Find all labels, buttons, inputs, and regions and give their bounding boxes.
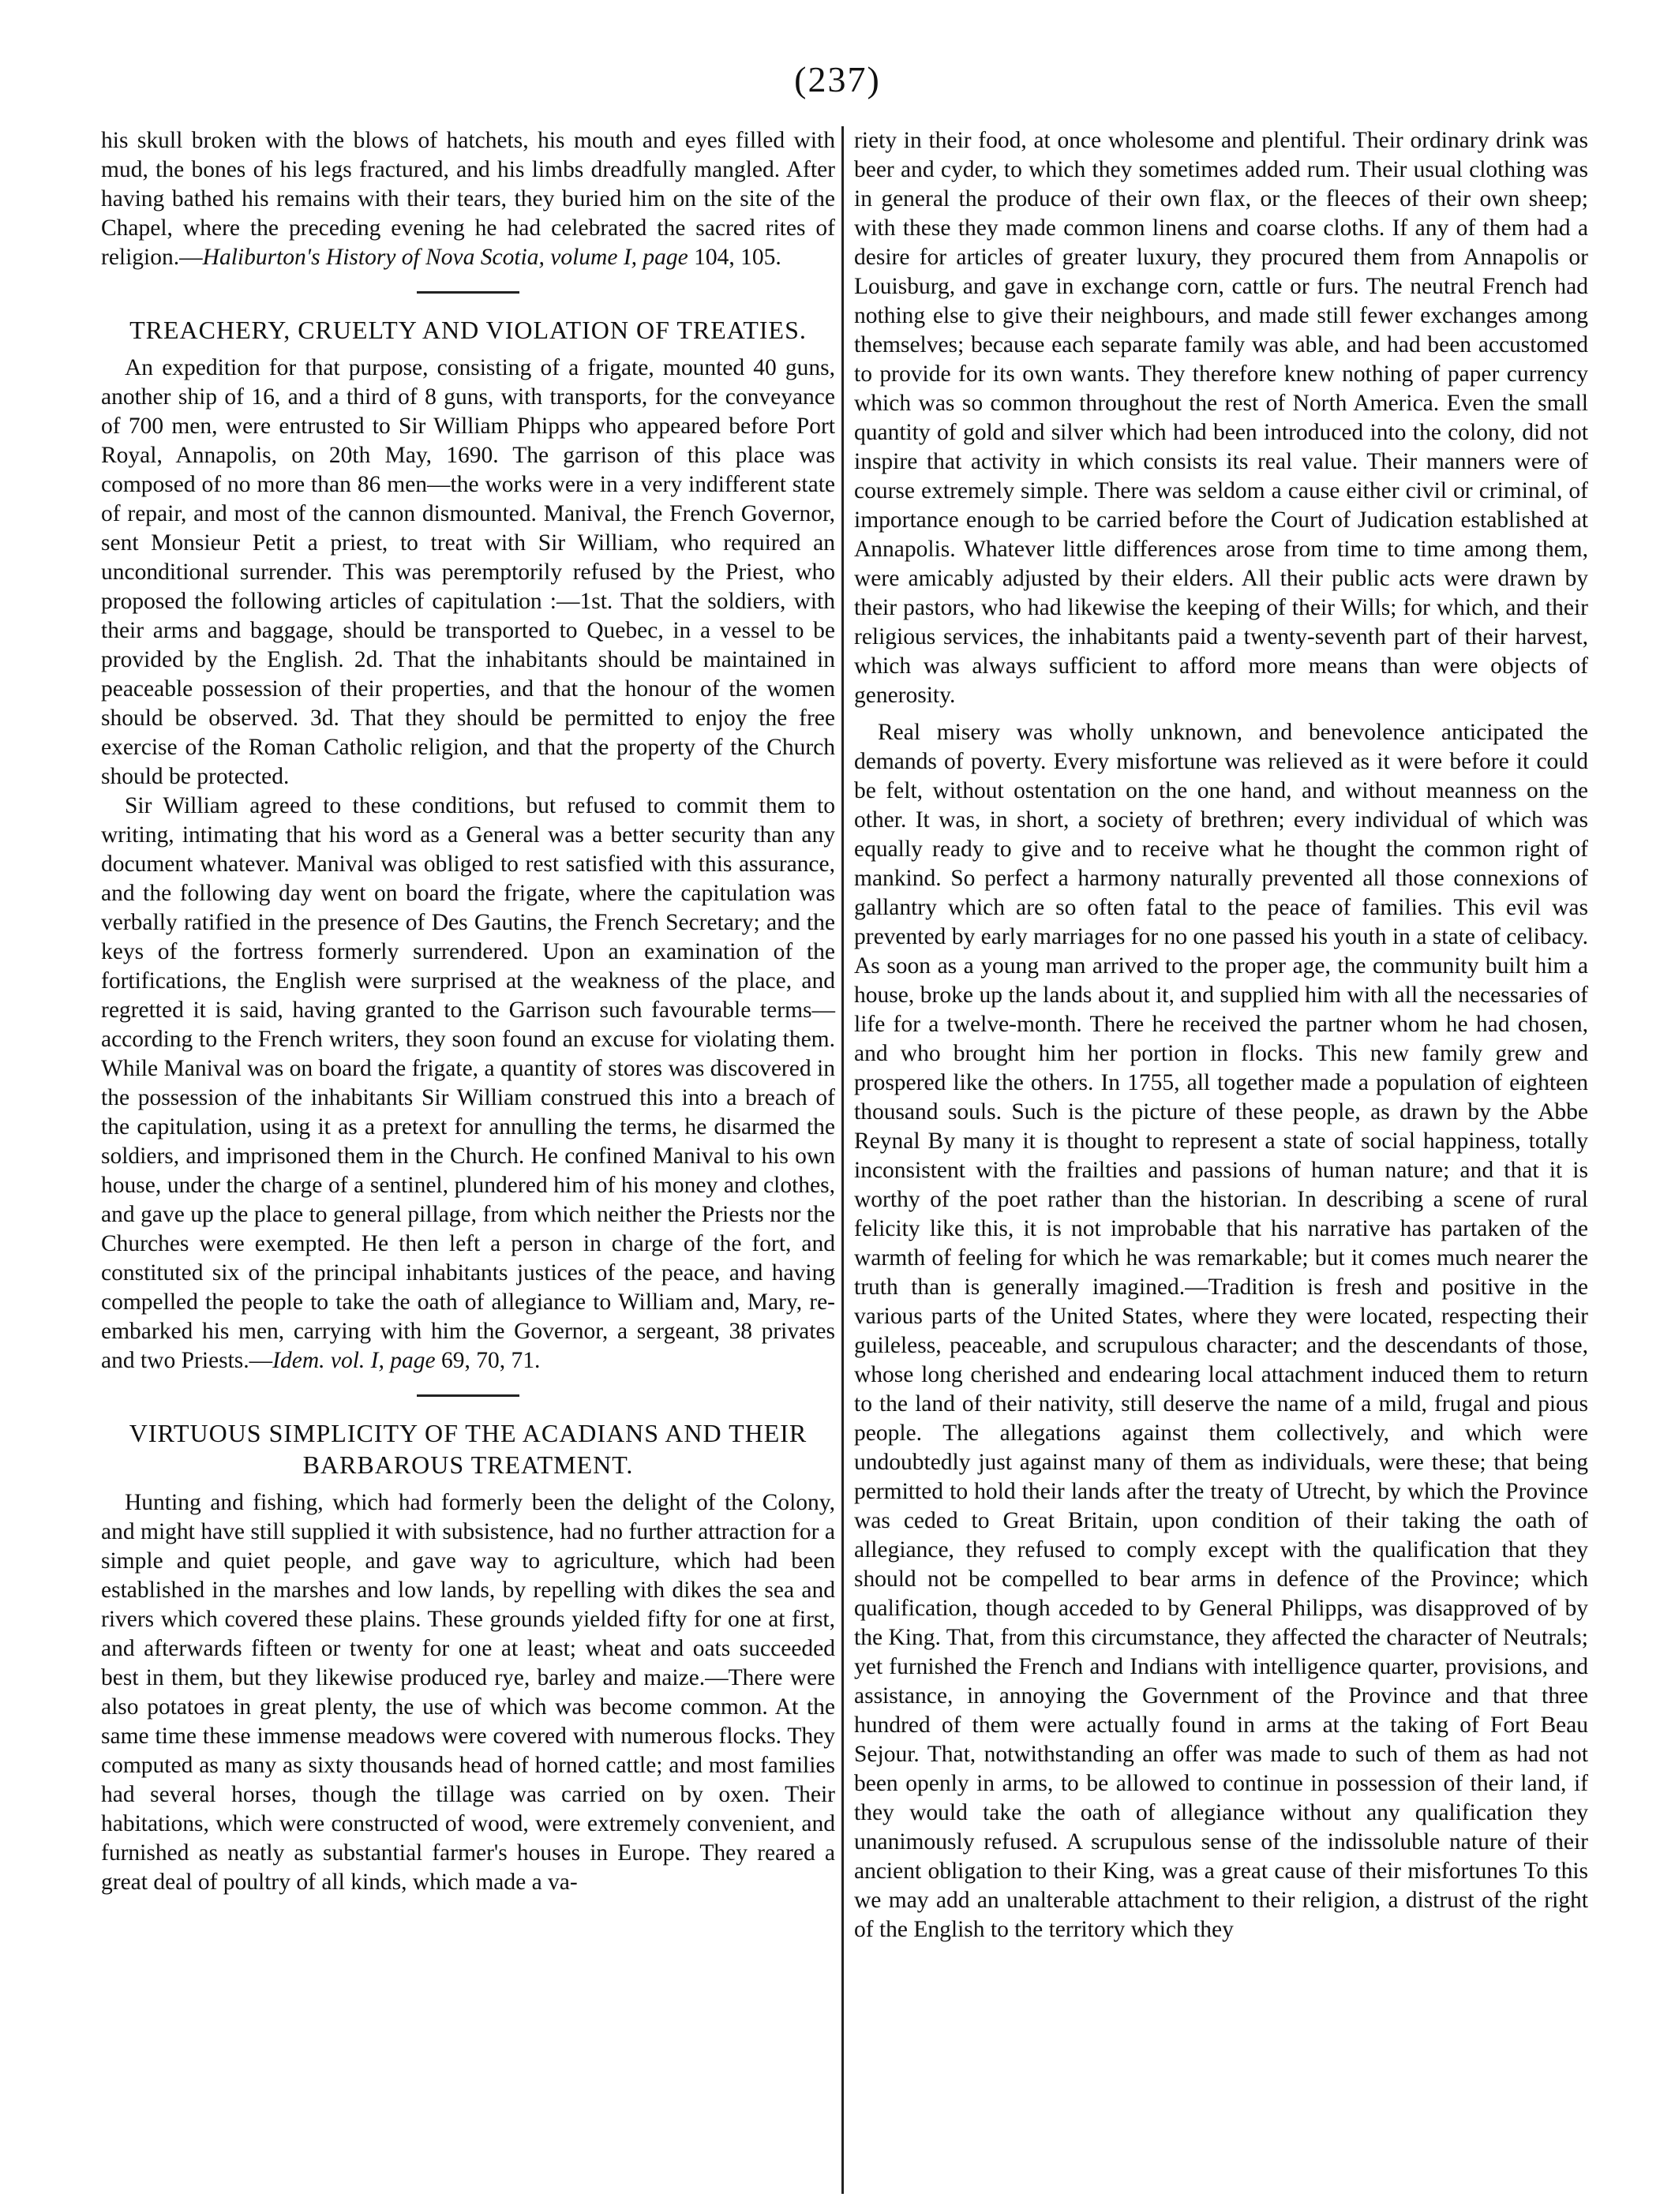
paragraph-text: Sir William agreed to these conditions, but refused to commit them to writing, intimating that his word as a General was a better security than any document whatever. Manival was obliged to rest satisfied with this assurance, and the following day went on board the frigate, where the capitulation was verbally ratified in the presence of Des Gautins, the French Secretary; and the keys of the fortress formerly surrendered. Upon an examination of the fortifications, the English were surprised at the weakness of the place, and regretted it is said, having granted to the Garrison such favourable terms—according to the French writers, they soon found an excuse for violating them. While Manival was on board the frigate, a quantity of stores was discovered in the possession of the inhabitants Sir William construed this into a breach of the capitulation, using it as a pretext for annulling the terms, he disarmed the soldiers, and imprisoned them in the Church. He confined Manival to his own house, under the charge of a sentinel, plundered him of his money and clothes, and gave up the place to general pillage, from which neither the Priests nor the Churches were exempted. He then left a person in charge of the fort, and constituted six of the principal inhabitants justices of the peace, and having compelled the people to take the oath of allegiance to William and, Mary, re-embarked his men, carrying with him the Governor, a sergeant, 38 privates and two Priests.— (101, 793, 835, 1373)
paragraph: Real misery was wholly unknown, and benevolence anticipated the demands of poverty. Every misfortune was relieved as it were before it could be felt, without ostentation on the one hand, and without meanness on the other. It was, in short, a society of brethren; every individual of which was equally ready to give and to receive what he thought the common right of mankind. So perfect a harmony naturally prevented all those connexions of gallantry which are so often fatal to the peace of families. This evil was prevented by early marriages for no one passed his youth in a state of celibacy. As soon as a young man arrived to the proper age, the community built him a house, broke up the lands about it, and supplied him with all the necessaries of life for a twelve-month. There he received the partner whom he had chosen, and who brought him her portion in flocks. This new family grew and prospered like the others. In 1755, all together made a population of eighteen thousand souls. Such is the picture of these people, as drawn by the Abbe Reynal By many it is thought to represent a state of social happiness, totally inconsistent with the frailties and passions of human nature; and that it is worthy of the poet rather than the historian. In describing a scene of rural felicity like this, it is not improbable that his narrative has partaken of the warmth of feeling for which he was remarkable; but it comes much nearer the truth than is generally imagined.—Tradition is fresh and positive in the various parts of the United States, where they were located, respecting their guileless, peaceable, and scrupulous character; and the descendants of those, whose long cherished and endearing local attachment induced them to return to the land of their nativity, still deserve the name of a mild, frugal and pious people. The allegations against them collectively, and which were undoubtedly just against many of them as individuals, were these; that being permitted to hold their lands after the treaty of Utrecht, by which the Province was ceded to Great Britain, upon condition of their taking the oath of allegiance, they refused to comply except with the qualification that they should not be compelled to bear arms in defence of the Province; which qualification, though acceded to by General Philipps, was disapproved of by the King. That, from this circumstance, they affected the character of Neutrals; yet furnished the French and Indians with intelligence quarter, provisions, and assistance, in annoying the Government of the Province and that three hundred of them were actually found in arms at the taking of Fort Beau Sejour. That, notwithstanding an offer was made to such of them as had not been openly in arms, to be allowed to continue in possession of their land, if they would take the oath of allegiance without any qualification they unanimously refused. A scrupulous sense of the indissoluble nature of their ancient obligation to their King, was a great cause of their misfortunes To this we may add an unalterable attachment to their religion, a distrust of the right of the English to the territory which they (854, 720, 1588, 1942)
section-divider (417, 291, 519, 294)
section-divider (417, 1394, 519, 1397)
right-column (854, 126, 1588, 1944)
paragraph: An expedition for that purpose, consisting of a frigate, mounted 40 guns, another ship of 16, and a third of 8 guns, with transports, for the conveyance of 700 men, were entrusted to Sir William Phipps who appeared before Port Royal, Annapolis, on 20th May, 1690. The garrison of this place was composed of no more than 86 men—the works were in a very indifferent state of repair, and most of the cannon dismounted. Manival, the French Governor, sent Monsieur Petit a priest, to treat with Sir William, who required an unconditional surrender. This was peremptorily refused by the Priest, who proposed the following articles of capitulation :—1st. That the soldiers, with their arms and baggage, should be transported to Quebec, in a vessel to be provided by the English. 2d. That the inhabitants should be maintained in peaceable possession of their properties, and that the honour of the women should be observed. 3d. That they should be permitted to enjoy the free exercise of the Roman Catholic religion, and that the property of the Church should be protected. (101, 355, 835, 789)
column-rule (841, 126, 844, 2194)
paragraph-continued (101, 126, 835, 272)
citation-pages: 104, 105. (688, 245, 781, 270)
section-heading-treachery: TREACHERY, CRUELTY AND VIOLATION OF TREATIES. (129, 316, 807, 344)
paragraph (101, 792, 835, 1375)
section-heading-acadians: VIRTUOUS SIMPLICITY OF THE ACADIANS AND THEIR BARBAROUS TREATMENT. (129, 1419, 808, 1479)
citation: Haliburton's History of Nova Scotia, volume I, page (202, 245, 688, 270)
paragraph-continued: riety in their food, at once wholesome and plentiful. Their ordinary drink was beer and cyder, to which they sometimes added rum. Their usual clothing was in general the produce of their own flax, or the fleeces of their own sheep; with these they made common linens and coarse cloths. If any of them had a desire for articles of greater luxury, they procured them from Annapolis or Louisburg, and gave in exchange corn, cattle or furs. The neutral French had nothing else to give their neighbours, and made still fewer exchanges among themselves; because each separate family was able, and had been accustomed to provide for its own wants. They therefore knew nothing of paper currency which was so common throughout the rest of North America. Even the small quantity of gold and silver which had been introduced into the colony, did not inspire that activity in which consists its real value. Their manners were of course extremely simple. There was seldom a cause either civil or criminal, of importance enough to be carried before the Court of Judication established at Annapolis. Whatever little differences arose from time to time among them, were amicably adjusted by their elders. All their public acts were drawn by their pastors, who had likewise the keeping of their Wills; for which, and their religious services, the inhabitants paid a twenty-seventh part of their harvest, which was always sufficient to afford more means than were objects of generosity. (854, 128, 1588, 708)
citation: Idem. vol. I, page (272, 1348, 436, 1373)
paragraph-gap (854, 710, 1588, 718)
paragraph-text: his skull broken with the blows of hatchets, his mouth and eyes filled with mud, the bones of his legs fractured, and his limbs dreadfully mangled. After having bathed his remains with their tears, they buried him on the site of the Chapel, where the preceding evening he had celebrated the sacred rites of religion.— (101, 128, 835, 270)
left-column (101, 126, 835, 1897)
page-number: (237) (794, 59, 881, 99)
paragraph: Hunting and fishing, which had formerly been the delight of the Colony, and might have still supplied it with subsistence, had no further attraction for a simple and quiet people, and gave way to agriculture, which had been established in the marshes and low lands, by repelling with dikes the sea and rivers which covered these plains. These grounds yielded fifty for one at first, and afterwards fifteen or twenty for one at least; wheat and oats succeeded best in them, but they likewise produced rye, barley and maize.—There were also potatoes in great plenty, the use of which was become common. At the same time these immense meadows were covered with numerous flocks. They computed as many as sixty thousands head of horned cattle; and most families had several horses, though the tillage was carried on by oxen. Their habitations, which were constructed of wood, were extremely convenient, and furnished as neatly as substantial farmer's houses in Europe. They reared a great deal of poultry of all kinds, which made a va- (101, 1490, 835, 1895)
citation-pages: 69, 70, 71. (435, 1348, 541, 1373)
